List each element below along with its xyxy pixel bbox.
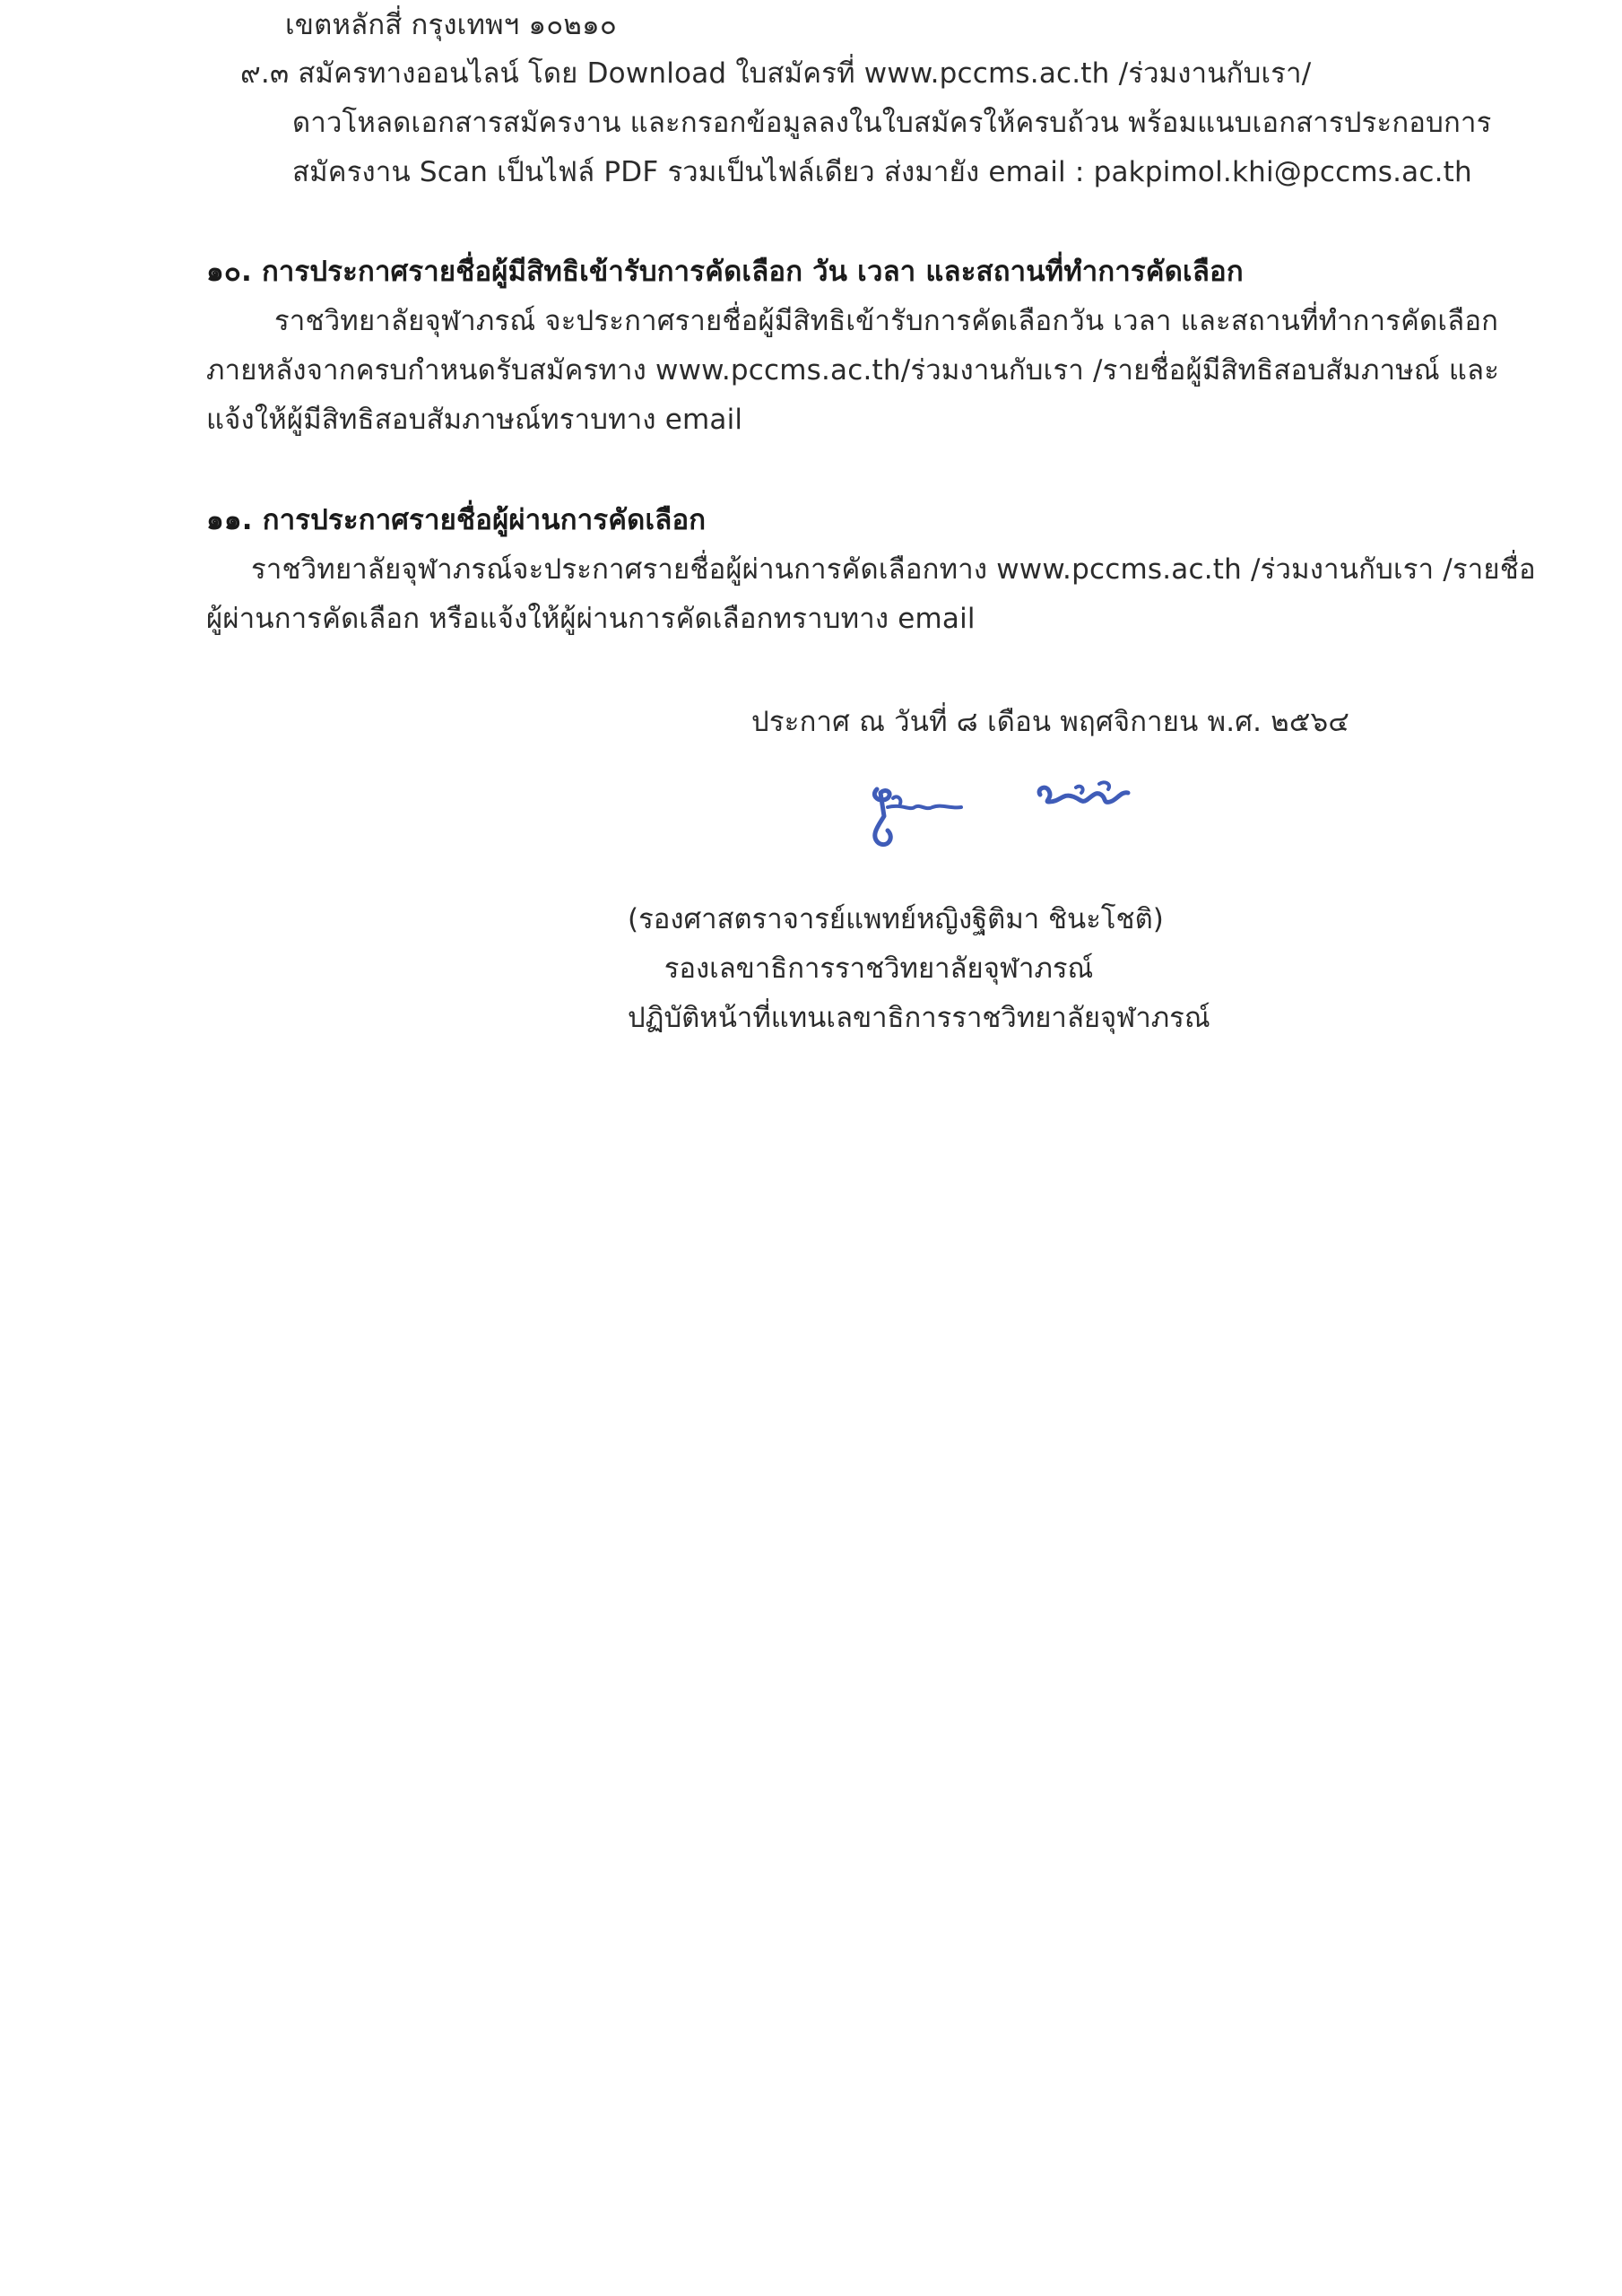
address-line: เขตหลักสี่ กรุงเทพฯ ๑๐๒๑๐ [285,9,618,41]
item-9-3-line-2: ดาวโหลดเอกสารสมัครงาน และกรอกข้อมูลลงในใบสมัครให้ครบถ้วน พร้อมแนบเอกสารประกอบการ [292,107,1492,139]
section-10-body-line-2: ภายหลังจากครบกำหนดรับสมัครทาง www.pccms.ac.th/ร่วมงานกับเรา /รายชื่อผู้มีสิทธิสอบสัมภาษณ์ และ [206,354,1500,387]
section-11-body-line-1: ราชวิทยาลัยจุฬาภรณ์จะประกาศรายชื่อผู้ผ่านการคัดเลือกทาง www.pccms.ac.th /ร่วมงานกับเรา /รายชื่อ [251,553,1536,586]
section-10-body-line-3: แจ้งให้ผู้มีสิทธิสอบสัมภาษณ์ทราบทาง email [206,404,743,436]
item-9-3-line-1: ๙.๓ สมัครทางออนไลน์ โดย Download ใบสมัครที่ www.pccms.ac.th /ร่วมงานกับเรา/ [240,57,1312,90]
signatory-name: (รองศาสตราจารย์แพทย์หญิงฐิติมา ชินะโชติ) [628,903,1164,935]
signatory-title-2: ปฏิบัติหน้าที่แทนเลขาธิการราชวิทยาลัยจุฬาภรณ์ [628,1002,1210,1034]
section-11-body-line-2: ผู้ผ่านการคัดเลือก หรือแจ้งให้ผู้ผ่านการคัดเลือกทราบทาง email [206,603,976,635]
section-11-heading: ๑๑. การประกาศรายชื่อผู้ผ่านการคัดเลือก [206,504,707,536]
signature-image [861,771,1184,870]
section-10-body-line-1: ราชวิทยาลัยจุฬาภรณ์ จะประกาศรายชื่อผู้มีสิทธิเข้ารับการคัดเลือกวัน เวลา และสถานที่ทำการคัดเลือก [274,305,1499,337]
item-9-3-line-3: สมัครงาน Scan เป็นไฟล์ PDF รวมเป็นไฟล์เดียว ส่งมายัง email : pakpimol.khi@pccms.ac.th [292,156,1472,188]
section-10-heading: ๑๐. การประกาศรายชื่อผู้มีสิทธิเข้ารับการคัดเลือก วัน เวลา และสถานที่ทำการคัดเลือก [206,256,1244,288]
announcement-date: ประกาศ ณ วันที่ ๘ เดือน พฤศจิกายน พ.ศ. ๒๕๖๔ [751,706,1350,738]
signatory-title-1: รองเลขาธิการราชวิทยาลัยจุฬาภรณ์ [664,952,1094,985]
